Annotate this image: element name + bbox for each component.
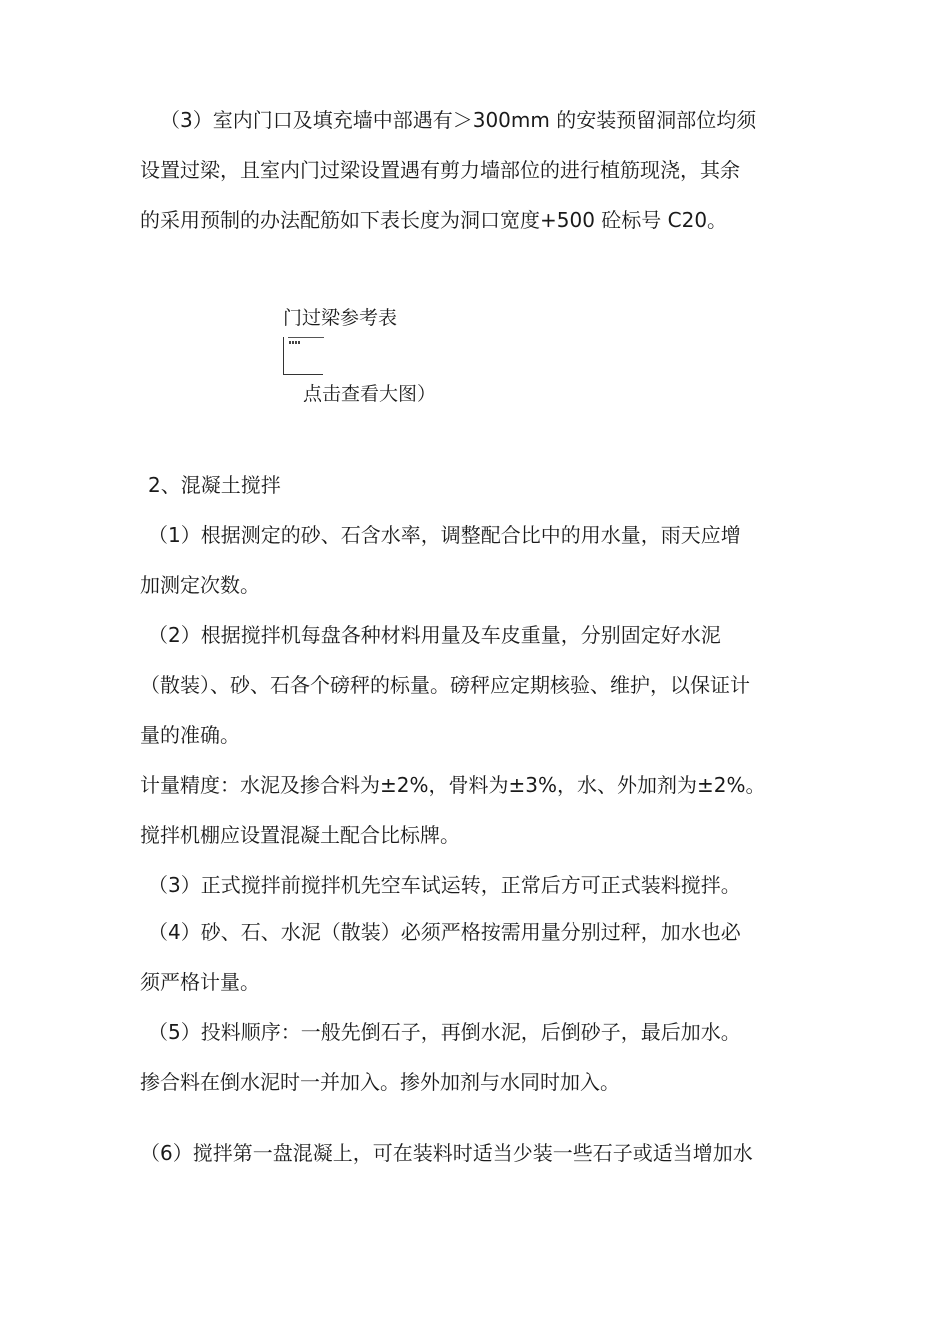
- paragraph-line: （5）投料顺序：一般先倒石子，再倒水泥，后倒砂子，最后加水。: [148, 1020, 741, 1044]
- paragraph-line: 掺合料在倒水泥时一并加入。掺外加剂与水同时加入。: [140, 1070, 620, 1094]
- paragraph-line: 加测定次数。: [140, 573, 260, 597]
- paragraph-line: （3）室内门口及填充墙中部遇有＞300mm 的安装预留洞部位均须: [160, 108, 757, 132]
- paragraph-line: （散装）、砂、石各个磅秤的标量。磅秤应定期核验、维护，以保证计: [140, 673, 750, 697]
- view-large-image-link[interactable]: 点击查看大图）: [303, 383, 437, 405]
- paragraph-line: （2）根据搅拌机每盘各种材料用量及车皮重量，分别固定好水泥: [148, 623, 721, 647]
- paragraph-line: 搅拌机棚应设置混凝土配合比标牌。: [140, 823, 460, 847]
- paragraph-line: 量的准确。: [140, 723, 240, 747]
- paragraph-line: （6）搅拌第一盘混凝上，可在装料时适当少装一些石子或适当增加水: [140, 1141, 753, 1165]
- paragraph-line: 设置过梁，且室内门过梁设置遇有剪力墙部位的进行植筋现浇，其余: [140, 158, 740, 182]
- section-heading: 2、混凝土搅拌: [148, 473, 281, 497]
- paragraph-line: （1）根据测定的砂、石含水率，调整配合比中的用水量，雨天应增: [148, 523, 741, 547]
- table-caption: 门过梁参考表: [283, 307, 398, 329]
- paragraph-line: 须严格计量。: [140, 970, 260, 994]
- paragraph-line: 计量精度：水泥及掺合料为±2%，骨料为±3%，水、外加剂为±2%。: [140, 773, 766, 797]
- table-thumbnail-icon[interactable]: [283, 337, 323, 375]
- paragraph-line: （4）砂、石、水泥（散装）必须严格按需用量分别过秤，加水也必: [148, 920, 741, 944]
- paragraph-line: 的采用预制的办法配筋如下表长度为洞口宽度+500 砼标号 C20。: [140, 208, 728, 232]
- paragraph-line: （3）正式搅拌前搅拌机先空车试运转，正常后方可正式装料搅拌。: [148, 873, 741, 897]
